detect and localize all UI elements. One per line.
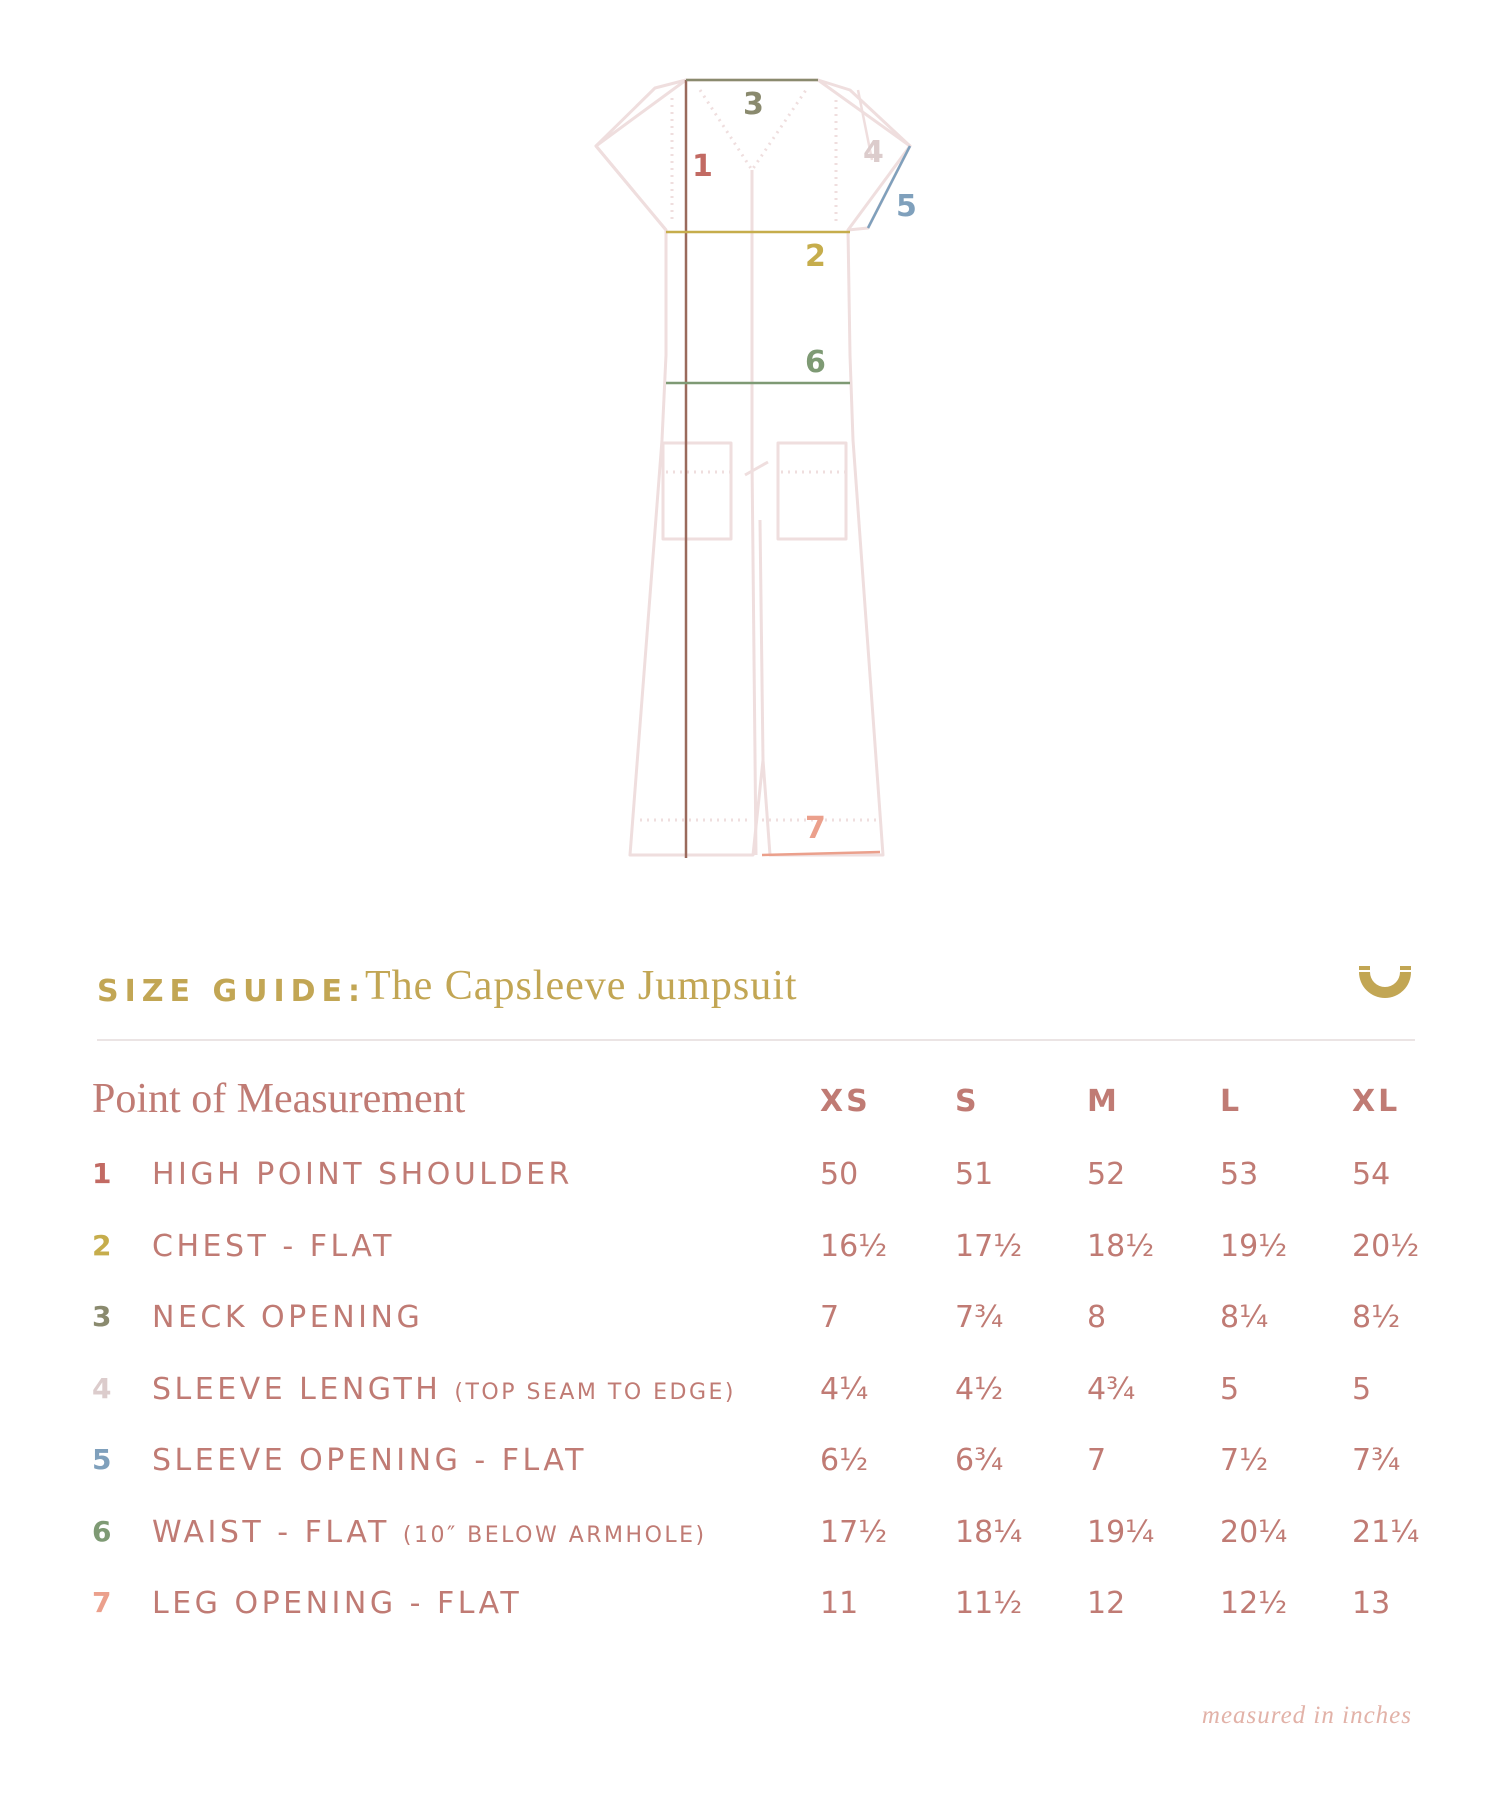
measurement-column-heading: Point of Measurement	[92, 1076, 466, 1122]
row-label-text: SLEEVE OPENING - FLAT	[152, 1443, 587, 1478]
table-cell: 18½	[1087, 1228, 1155, 1264]
row-label-note: (TOP SEAM TO EDGE)	[454, 1379, 737, 1405]
stitch-lines	[640, 90, 878, 820]
header-divider	[97, 1039, 1415, 1041]
row-label-text: LEG OPENING - FLAT	[152, 1586, 523, 1621]
half-circle-logo-icon	[1355, 966, 1415, 1016]
table-row	[0, 1157, 1500, 1217]
table-row	[0, 1515, 1500, 1575]
units-note: measured in inches	[1201, 1702, 1412, 1729]
table-cell: 8½	[1352, 1300, 1401, 1335]
table-cell: 8¼	[1220, 1300, 1269, 1335]
size-guide-header	[97, 962, 1415, 1032]
table-cell: 50	[820, 1157, 859, 1192]
diagram-label-6: 6	[805, 345, 826, 380]
row-number: 4	[92, 1371, 112, 1405]
row-label-text: CHEST - FLAT	[152, 1228, 395, 1264]
table-cell: 21¼	[1352, 1514, 1420, 1550]
diagram-label-3: 3	[743, 87, 764, 122]
table-cell: 7	[1087, 1443, 1107, 1478]
table-cell: 12½	[1220, 1586, 1288, 1621]
table-cell: 7¾	[1352, 1443, 1401, 1478]
table-cell: 52	[1087, 1157, 1126, 1192]
table-row	[0, 1229, 1500, 1289]
size-heading-l: L	[1220, 1084, 1243, 1119]
table-cell: 4¾	[1087, 1371, 1136, 1407]
table-cell: 51	[955, 1157, 994, 1192]
table-cell: 13	[1352, 1586, 1391, 1621]
row-label-text: WAIST - FLAT	[152, 1514, 390, 1550]
row-number: 5	[92, 1443, 112, 1476]
table-cell: 7	[820, 1300, 840, 1335]
row-label-text: HIGH POINT SHOULDER	[152, 1157, 573, 1192]
diagram-label-4: 4	[863, 135, 884, 170]
row-label	[152, 1300, 423, 1335]
table-cell: 16½	[820, 1228, 888, 1264]
row-label	[152, 1157, 573, 1192]
table-cell: 4¼	[820, 1371, 869, 1407]
table-cell: 6½	[820, 1443, 869, 1478]
size-heading-xs: XS	[820, 1084, 871, 1119]
jumpsuit-outline	[596, 80, 910, 855]
table-cell: 4½	[955, 1371, 1004, 1407]
row-number: 7	[92, 1586, 112, 1619]
row-label-note: (10″ BELOW ARMHOLE)	[402, 1522, 707, 1548]
table-cell: 7½	[1220, 1443, 1269, 1478]
row-label	[152, 1372, 736, 1407]
table-row	[0, 1372, 1500, 1432]
table-cell: 11½	[955, 1586, 1023, 1621]
diagram-label-1: 1	[692, 149, 713, 184]
diagram-label-7: 7	[805, 811, 826, 846]
table-cell: 8	[1087, 1300, 1107, 1335]
diagram-label-5: 5	[896, 189, 917, 224]
table-cell: 54	[1352, 1157, 1391, 1192]
row-label-text: SLEEVE LENGTH	[152, 1371, 442, 1407]
table-cell: 20½	[1352, 1228, 1420, 1264]
size-heading-m: M	[1087, 1084, 1120, 1119]
table-cell: 5	[1220, 1371, 1240, 1407]
table-cell: 17½	[955, 1228, 1023, 1264]
table-cell: 7¾	[955, 1300, 1004, 1335]
row-label	[152, 1443, 587, 1478]
table-cell: 17½	[820, 1514, 888, 1550]
row-number: 6	[92, 1514, 112, 1548]
size-guide-label: SIZE GUIDE:	[97, 974, 366, 1009]
table-row	[0, 1586, 1500, 1646]
table-cell: 53	[1220, 1157, 1259, 1192]
table-cell: 6¾	[955, 1443, 1004, 1478]
table-cell: 19½	[1220, 1228, 1288, 1264]
row-label-text: NECK OPENING	[152, 1300, 424, 1335]
table-cell: 11	[820, 1586, 859, 1621]
row-label	[152, 1229, 395, 1264]
table-row	[0, 1300, 1500, 1360]
row-number: 1	[92, 1157, 112, 1190]
diagram-label-2: 2	[805, 239, 826, 274]
table-row	[0, 1443, 1500, 1503]
size-heading-s: S	[955, 1084, 980, 1119]
row-label	[152, 1586, 522, 1621]
size-heading-xl: XL	[1352, 1084, 1401, 1119]
table-cell: 19¼	[1087, 1514, 1155, 1550]
table-cell: 18¼	[955, 1514, 1023, 1550]
table-cell: 12	[1087, 1586, 1126, 1621]
row-label	[152, 1515, 707, 1550]
table-cell: 5	[1352, 1371, 1372, 1407]
page-title: The Capsleeve Jumpsuit	[365, 963, 798, 1009]
row-number: 2	[92, 1228, 112, 1262]
table-cell: 20¼	[1220, 1514, 1288, 1550]
row-number: 3	[92, 1300, 112, 1333]
